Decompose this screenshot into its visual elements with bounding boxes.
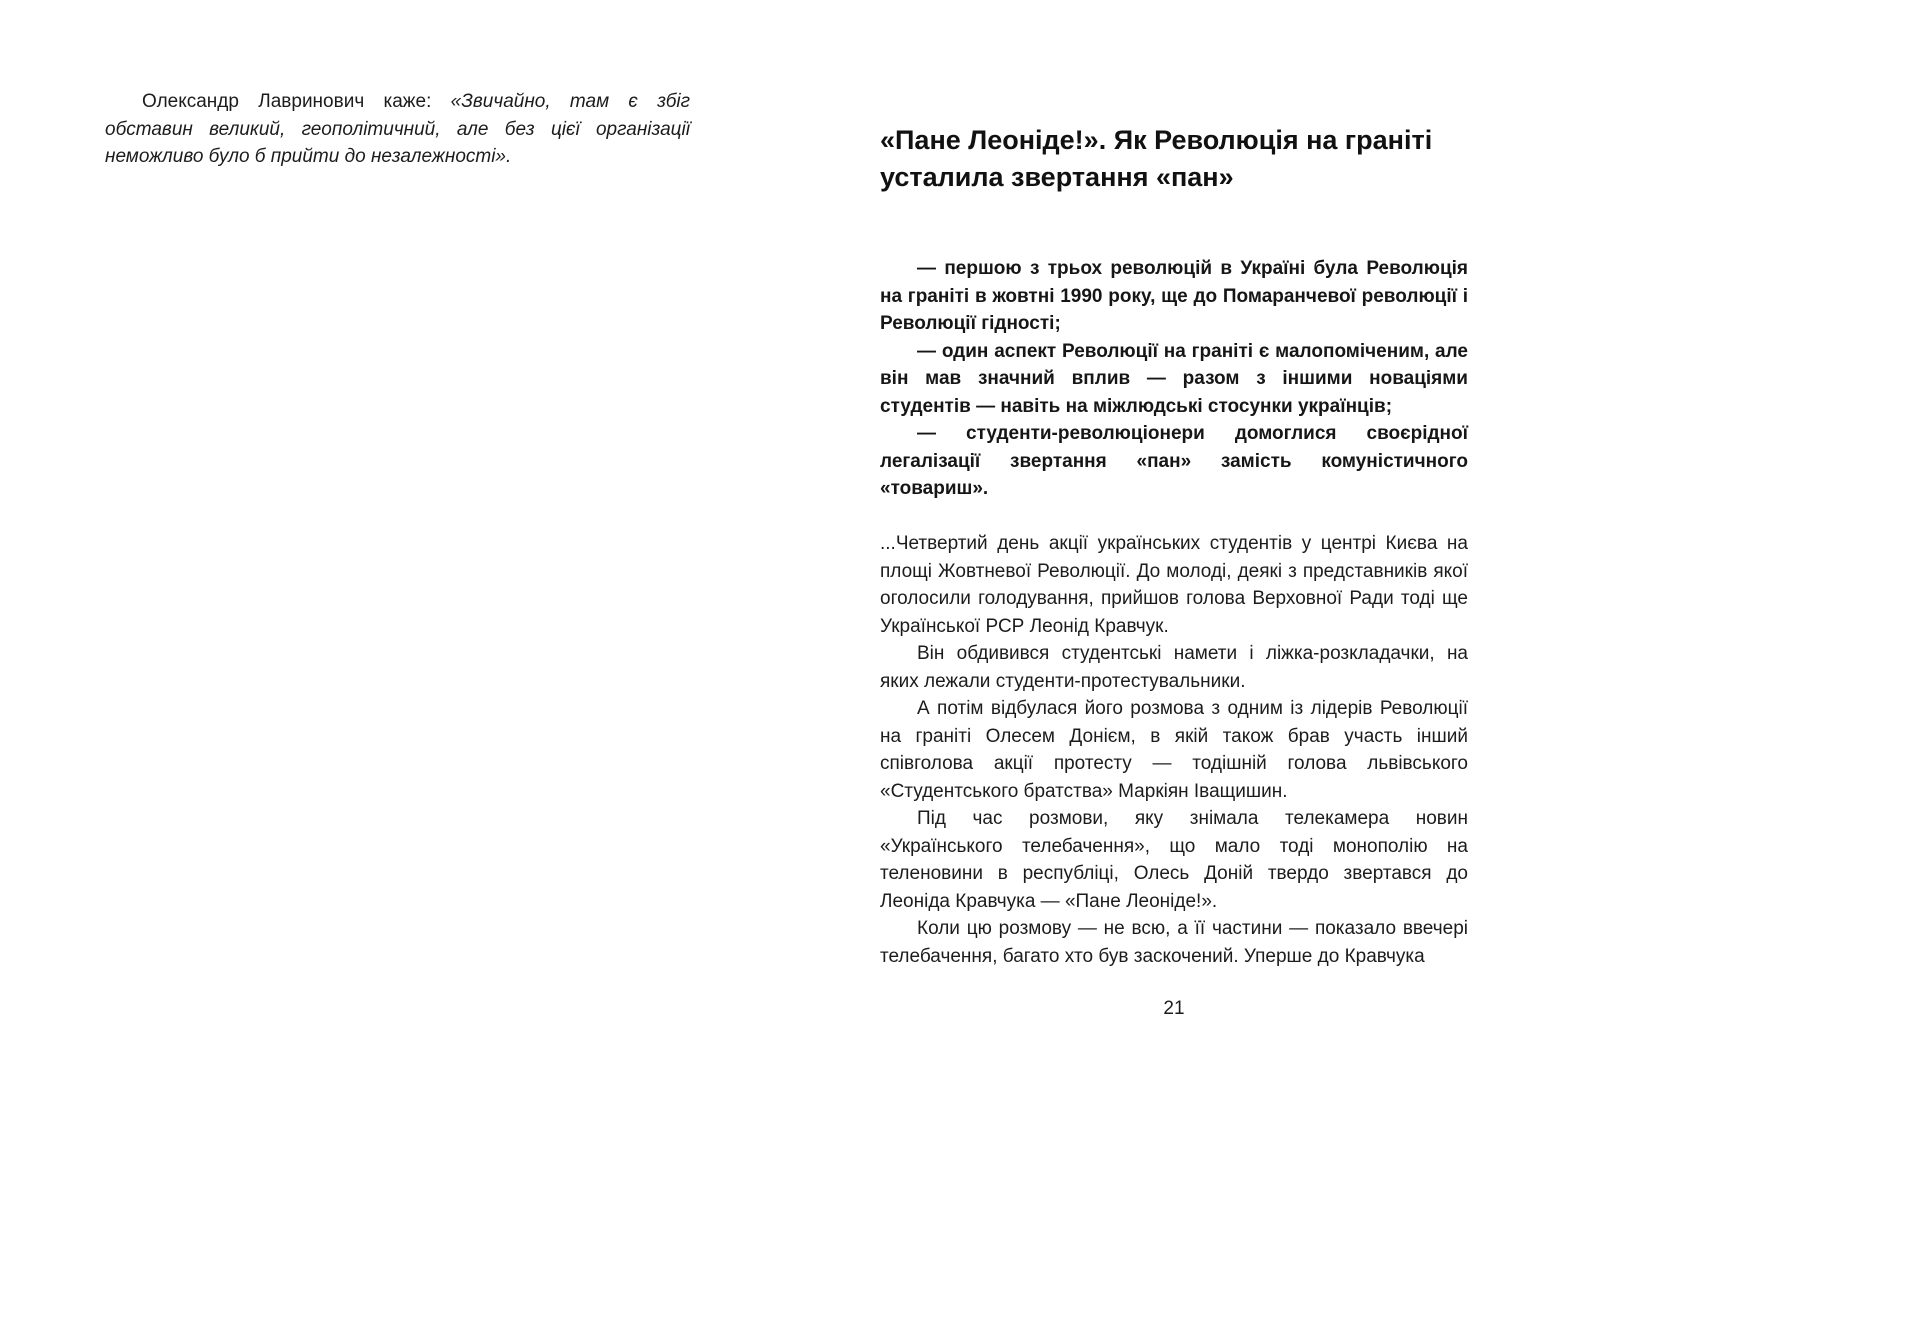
- body-paragraph: Він обдивився студентські намети і ліжка-розкладачки, на яких лежали студенти-протестувальники.: [880, 643, 1468, 692]
- chapter-summary: [880, 255, 1468, 503]
- summary-item: — першою з трьох революцій в Україні була Революція на граніті в жовтні 1990 року, ще до Помаранчевої революції і Революції гідності;: [880, 258, 1468, 334]
- summary-item: — студенти-революціонери домоглися своєрідної легалізації звертання «пан» замість комуністичного «товариш».: [880, 423, 1468, 499]
- left-paragraph: [105, 88, 690, 171]
- body-paragraph: А потім відбулася його розмова з одним із лідерів Революції на граніті Олесем Донієм, в якій також брав участь інший співголова акції протесту — тодішній голова львівського «Студентського братства» Маркіян Іващишин.: [880, 698, 1468, 802]
- paragraph-quote: «Звичайно, там є збіг обставин великий, геополітичний, але без цієї організації неможливо було б прийти до незалежності».: [105, 91, 690, 167]
- right-page: [880, 0, 1468, 1324]
- body-paragraph: Коли цю розмову — не всю, а її частини — показало ввечері телебачення, багато хто був заскочений. Уперше до Кравчука: [880, 918, 1468, 967]
- chapter-body: [880, 530, 1468, 970]
- summary-item: — один аспект Революції на граніті є малопоміченим, але він мав значний вплив — разом з іншими новаціями студентів — навіть на міжлюдські стосунки українців;: [880, 340, 1468, 417]
- left-page: [105, 0, 690, 1324]
- body-paragraph: Під час розмови, яку знімала телекамера новин «Українського телебачення», що мало тоді монополію на теленовини в республіці, Олесь Доній твердо звертався до Леоніда Кравчука — «Пане Леоніде!».: [880, 808, 1468, 912]
- page-number: 21: [1163, 998, 1185, 1019]
- chapter-heading: «Пане Леоніде!». Як Революція на граніті усталила звертання «пан»: [880, 125, 1433, 192]
- paragraph-lead: Олександр Лавринович каже:: [142, 91, 451, 112]
- body-paragraph: ...Четвертий день акції українських студентів у центрі Києва на площі Жовтневої Революції. До молоді, деякі з представників якої оголосили голодування, прийшов голова Верховної Ради тоді ще Української РСР Леонід Кравчук.: [880, 533, 1468, 637]
